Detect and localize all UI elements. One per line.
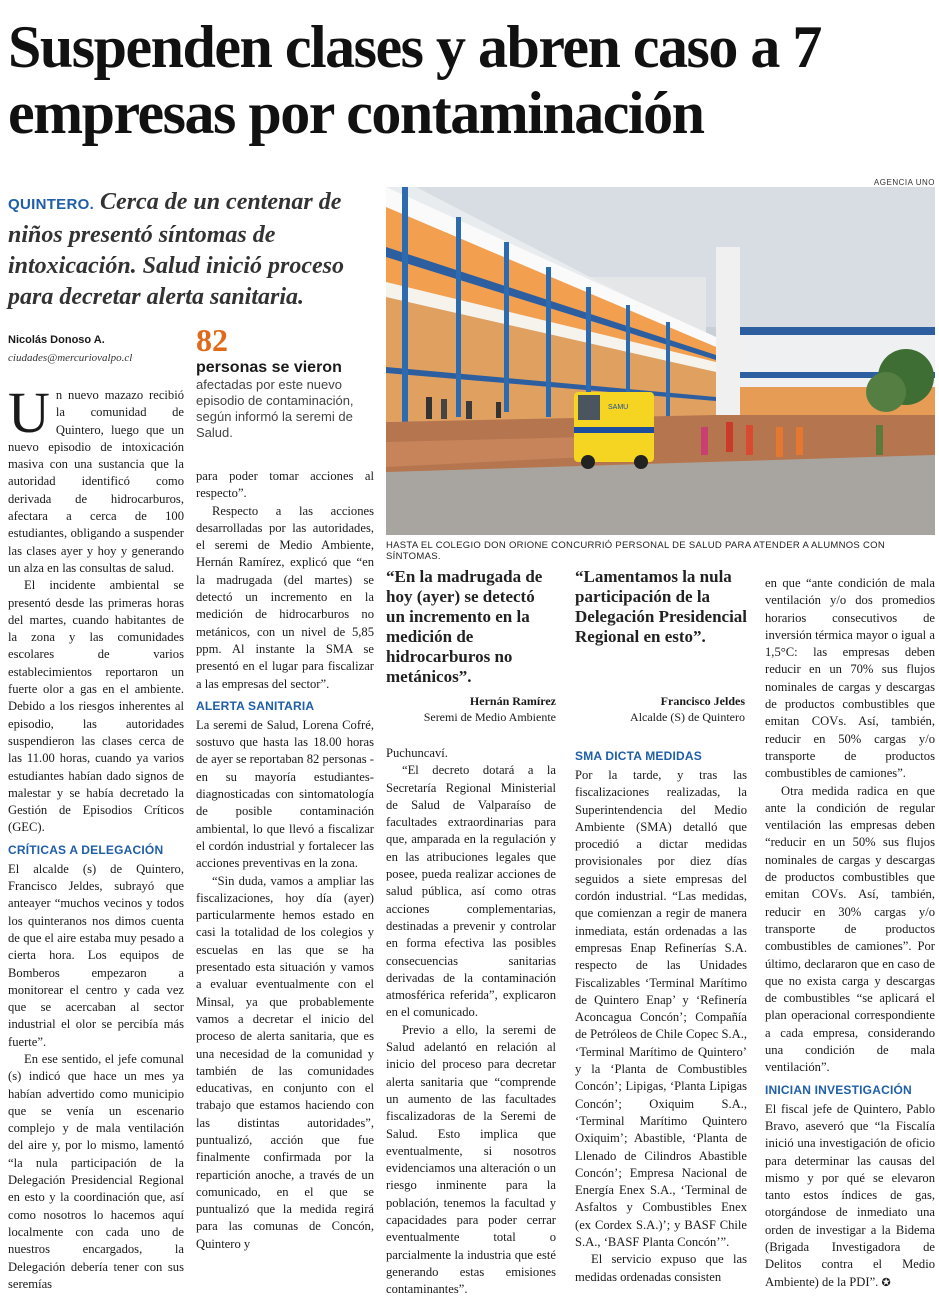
paragraph: Respecto a las acciones desarrolladas por las autoridades, el seremi de Medio Ambiente, Hernán Ramírez, explicó que “en la madrugada (del martes) se detectó un incremento en la medición de hidrocarburos no metánicos, con un nivel de 5,85 ppm. Al instante la SMA se presentó en el lugar para fiscalizar a las empresas del sector”. [196,503,374,691]
quote-2-attribution [575,693,745,725]
paragraph: El alcalde (s) de Quintero, Francisco Jeldes, subrayó que anteayer “muchos vecinos y todos los quinteranos nos dimos cuenta de que el aire estaba muy pesado a cierta hora. Los equipos de Bomberos empezaron a monitorear el centro y cada vez que se acercaban al sector industrial el olor se percibía más fuerte”. [8,861,184,1049]
section-heading: CRÍTICAS A DELEGACIÓN [8,842,164,857]
column-3 [386,745,556,1297]
column-1 [8,380,184,1291]
paragraph: La seremi de Salud, Lorena Cofré, sostuvo que hasta las 18.00 horas de ayer se reportaban 82 personas -en su mayoría estudiantes- diagnosticadas con sintomatología de posible contaminación ambiental, lo que llevó a fiscalizar el cordón industrial y fortalecer las acciones preventivas en la zona. [196,717,374,871]
lede-text: Cerca de un centenar de niños presentó síntomas de intoxicación. Salud inició proceso para decretar alerta sanitaria. [8,189,345,310]
paragraph: en que “ante condición de mala ventilación y/o dos promedios horarios consecutivos de inversión térmica mayor o igual a 1,5°C: las empresas deben reducir en un 70% sus flujos nominales de cargas y descargas de productos combustibles que emitan COVs. Así, también, reducir en 50% cargas y/o transporte de productos combustibles de camiones”. [765,576,935,781]
byline [8,331,188,367]
ambulance-label: SAMU [608,404,629,411]
paragraph-text: El fiscal jefe de Quintero, Pablo Bravo, aseveró que “la Fiscalía inició una investigación de oficio para determinar las causas del mismo y por qué se elevaron tanto estos índices de gas, otorgándose de inmediato una orden de investigar a la Bidema (Brigada Investigadora de Delitos contra el Medio Ambiente) de la PDI”. [765,1101,935,1289]
quote-2-name: Francisco Jeldes [660,694,745,708]
paragraph [8,380,184,577]
column-4 [575,743,747,1285]
paragraph: Otra medida radica en que ante la condición de regular ventilación las empresas deben “reducir en un 50% sus flujos nominales de cargas y descargas de productos combustibles que emitan COVs. Así, también, reducir en 30% cargas y/o transporte de productos combustibles de camiones”. Por último, declararon que en caso de que no exista carga y descargas de combustibles “se aplicará el plan operacional correspondiente a cada empresa, considerando una condición de mala ventilación”. [765,783,935,1075]
pull-quote-1: “En la madrugada de hoy (ayer) se detectó un incremento en la medición de hidrocarburos no metánicos”. [386,567,543,686]
author-email[interactable]: ciudades@mercuriovalpo.cl [8,352,133,364]
quote-1-role: Seremi de Medio Ambiente [423,710,556,724]
end-mark-icon: ✪ [881,1275,891,1289]
quote-1-name: Hernán Ramírez [469,694,556,708]
section-heading: ALERTA SANITARIA [196,698,315,713]
photo-credit: AGENCIA UNO [873,178,935,187]
paragraph: Por la tarde, y tras las fiscalizaciones realizadas, la Superintendencia del Medio Ambiente (SMA) detalló que procedió a dictar medidas provisionales por diez días seguidos a siete empresas del cordón industrial. “Las medidas, que comienzan a regir de manera inmediata, están ordenadas a las empresas Enap Refinerías S.A. respecto de las Unidades Fiscalizables ‘Terminal Marítimo de Quintero Enap’ y ‘Refinería Aconcagua Concón’; Compañía de Petróleos de Chile Copec S.A., ‘Terminal Marítimo de Quintero’ y la ‘Planta de Combustibles Concón’; Lipigas, ‘Planta Lipigas Concón’; Oxiquim S.A., ‘Terminal Marítimo Quintero Oxiquim’; Abastible, ‘Planta de Llenado de Cilindros Abastible Concón’; Empresa Nacional de Energía Enex S.A., ‘Terminal de Asfaltos y Combustibles Enex (ex Cordex S.A.)’; y BASF Chile S.A., ‘BASF Planta Concón’”. [575,768,747,1250]
paragraph-text: n nuevo mazazo recibió la comunidad de Quintero, luego que un nuevo episodio de intoxicación masiva con una sustancia que la autoridad identificó como derivada de hidrocarburos, afectara a cerca de 100 estudiantes, obligando a suspender las clases ayer y hoy y generando un alza en las consultas de salud. [8,388,184,575]
paragraph: “El decreto dotará a la Secretaría Regional Ministerial de Salud de Valparaíso de facultades extraordinarias para que, amparada en la regulación y en las atribuciones legales que posee, pueda realizar acciones de salud pública, así como otras acciones complementarias, destinadas a prevenir y controlar en forma efectiva las posibles consecuencias sanitarias derivadas de la contaminación atmosférica referida”, explicaron en el comunicado. [386,763,556,1020]
paragraph: El servicio expuso que las medidas ordenadas consisten [575,1252,747,1284]
stat-description: afectadas por este nuevo episodio de contaminación, según informó la seremi de Salud. [196,377,354,440]
headline: Suspenden clases y abren caso a 7 empresas por contaminación [8,14,821,146]
paragraph [765,1101,935,1291]
paragraph: para poder tomar acciones al respecto”. [196,469,374,501]
section-heading: INICIAN INVESTIGACIÓN [765,1082,912,1097]
drop-cap: U [8,380,50,445]
paragraph: Previo a ello, la seremi de Salud adelantó en relación al inicio del proceso para decretar alerta sanitaria que “comprende un aumento de las facultades fiscalizadoras de la Seremi de Salud. Esto implica que eventualmente, si nosotros evidenciamos una alteración o un riesgo inminente para la población, tenemos la facultad y capacidades para poder cerrar eventualmente total o parcialmente la industria que esté generando estas emisiones contaminantes”. [386,1022,556,1297]
section-heading: SMA DICTA MEDIDAS [575,749,702,763]
stat-number: 82 [196,322,228,358]
school-photo [386,187,935,535]
quote-1-attribution [386,693,556,725]
quote-2-role: Alcalde (S) de Quintero [630,710,745,724]
location-tag: QUINTERO. [8,196,95,213]
paragraph: Puchuncaví. [386,746,448,760]
paragraph: El incidente ambiental se presentó desde las primeras horas del martes, cuando habitantes de la zona y las comunidades escolares de varios establecimientos reportaron un fuerte olor a gas en el ambiente. Debido a los riesgos inherentes al episodio, las autoridades suspendieron las clases cerca de las 11.00 horas, cuando ya varios estudiantes habían dado signos de malestar y se había decretado la Gestión de Episodios Críticos (GEC). [8,578,184,835]
paragraph: “Sin duda, vamos a ampliar las fiscalizaciones, hoy día (ayer) particularmente hemos estado en casi la totalidad de los colegios y escuelas en las que se ha presentado esta situación y vamos a evaluar eventualmente con el Minsal, ya que probablemente vamos a decretar el inicio del proceso de alerta sanitaria, que es una necesidad de la comunidad y también de las comunidades educativas, en conjunto con el trabajo que estamos haciendo con las distintas autoridades”, puntualizó, acción que fue finalmente confirmada por la repartición anoche, a través de un comunicado, en el que se puntualizó que la medida regirá para las comunas de Concón, Quintero y [196,873,374,1251]
paragraph: En ese sentido, el jefe comunal (s) indicó que hace un mes ya habían advertido como municipio que se venía un escenario complejo y de mala ventilación del aire y, por lo mismo, lamentó “la nula participación de la Delegación Presidencial Regional en esto y la coordinación que, así como nosotros lo hacemos aquí localmente con cada uno de nuestros encargados, la Delegación debería tener con sus seremías [8,1051,184,1291]
author-name: Nicolás Donoso A. [8,334,105,346]
column-2 [196,468,374,1285]
pull-quote-2: “Lamentamos la nula participación de la Delegación Presidencial Regional en esto”. [575,567,748,646]
stat-label: personas se vieron [196,359,342,376]
column-5 [765,575,935,1289]
lede [8,187,368,313]
photo-caption: HASTA EL COLEGIO DON ORIONE CONCURRIÓ PERSONAL DE SALUD PARA ATENDER A ALUMNOS CON SÍNTOMAS. [386,540,886,562]
school-photo-illustration [386,187,935,535]
stat-box [196,322,376,441]
